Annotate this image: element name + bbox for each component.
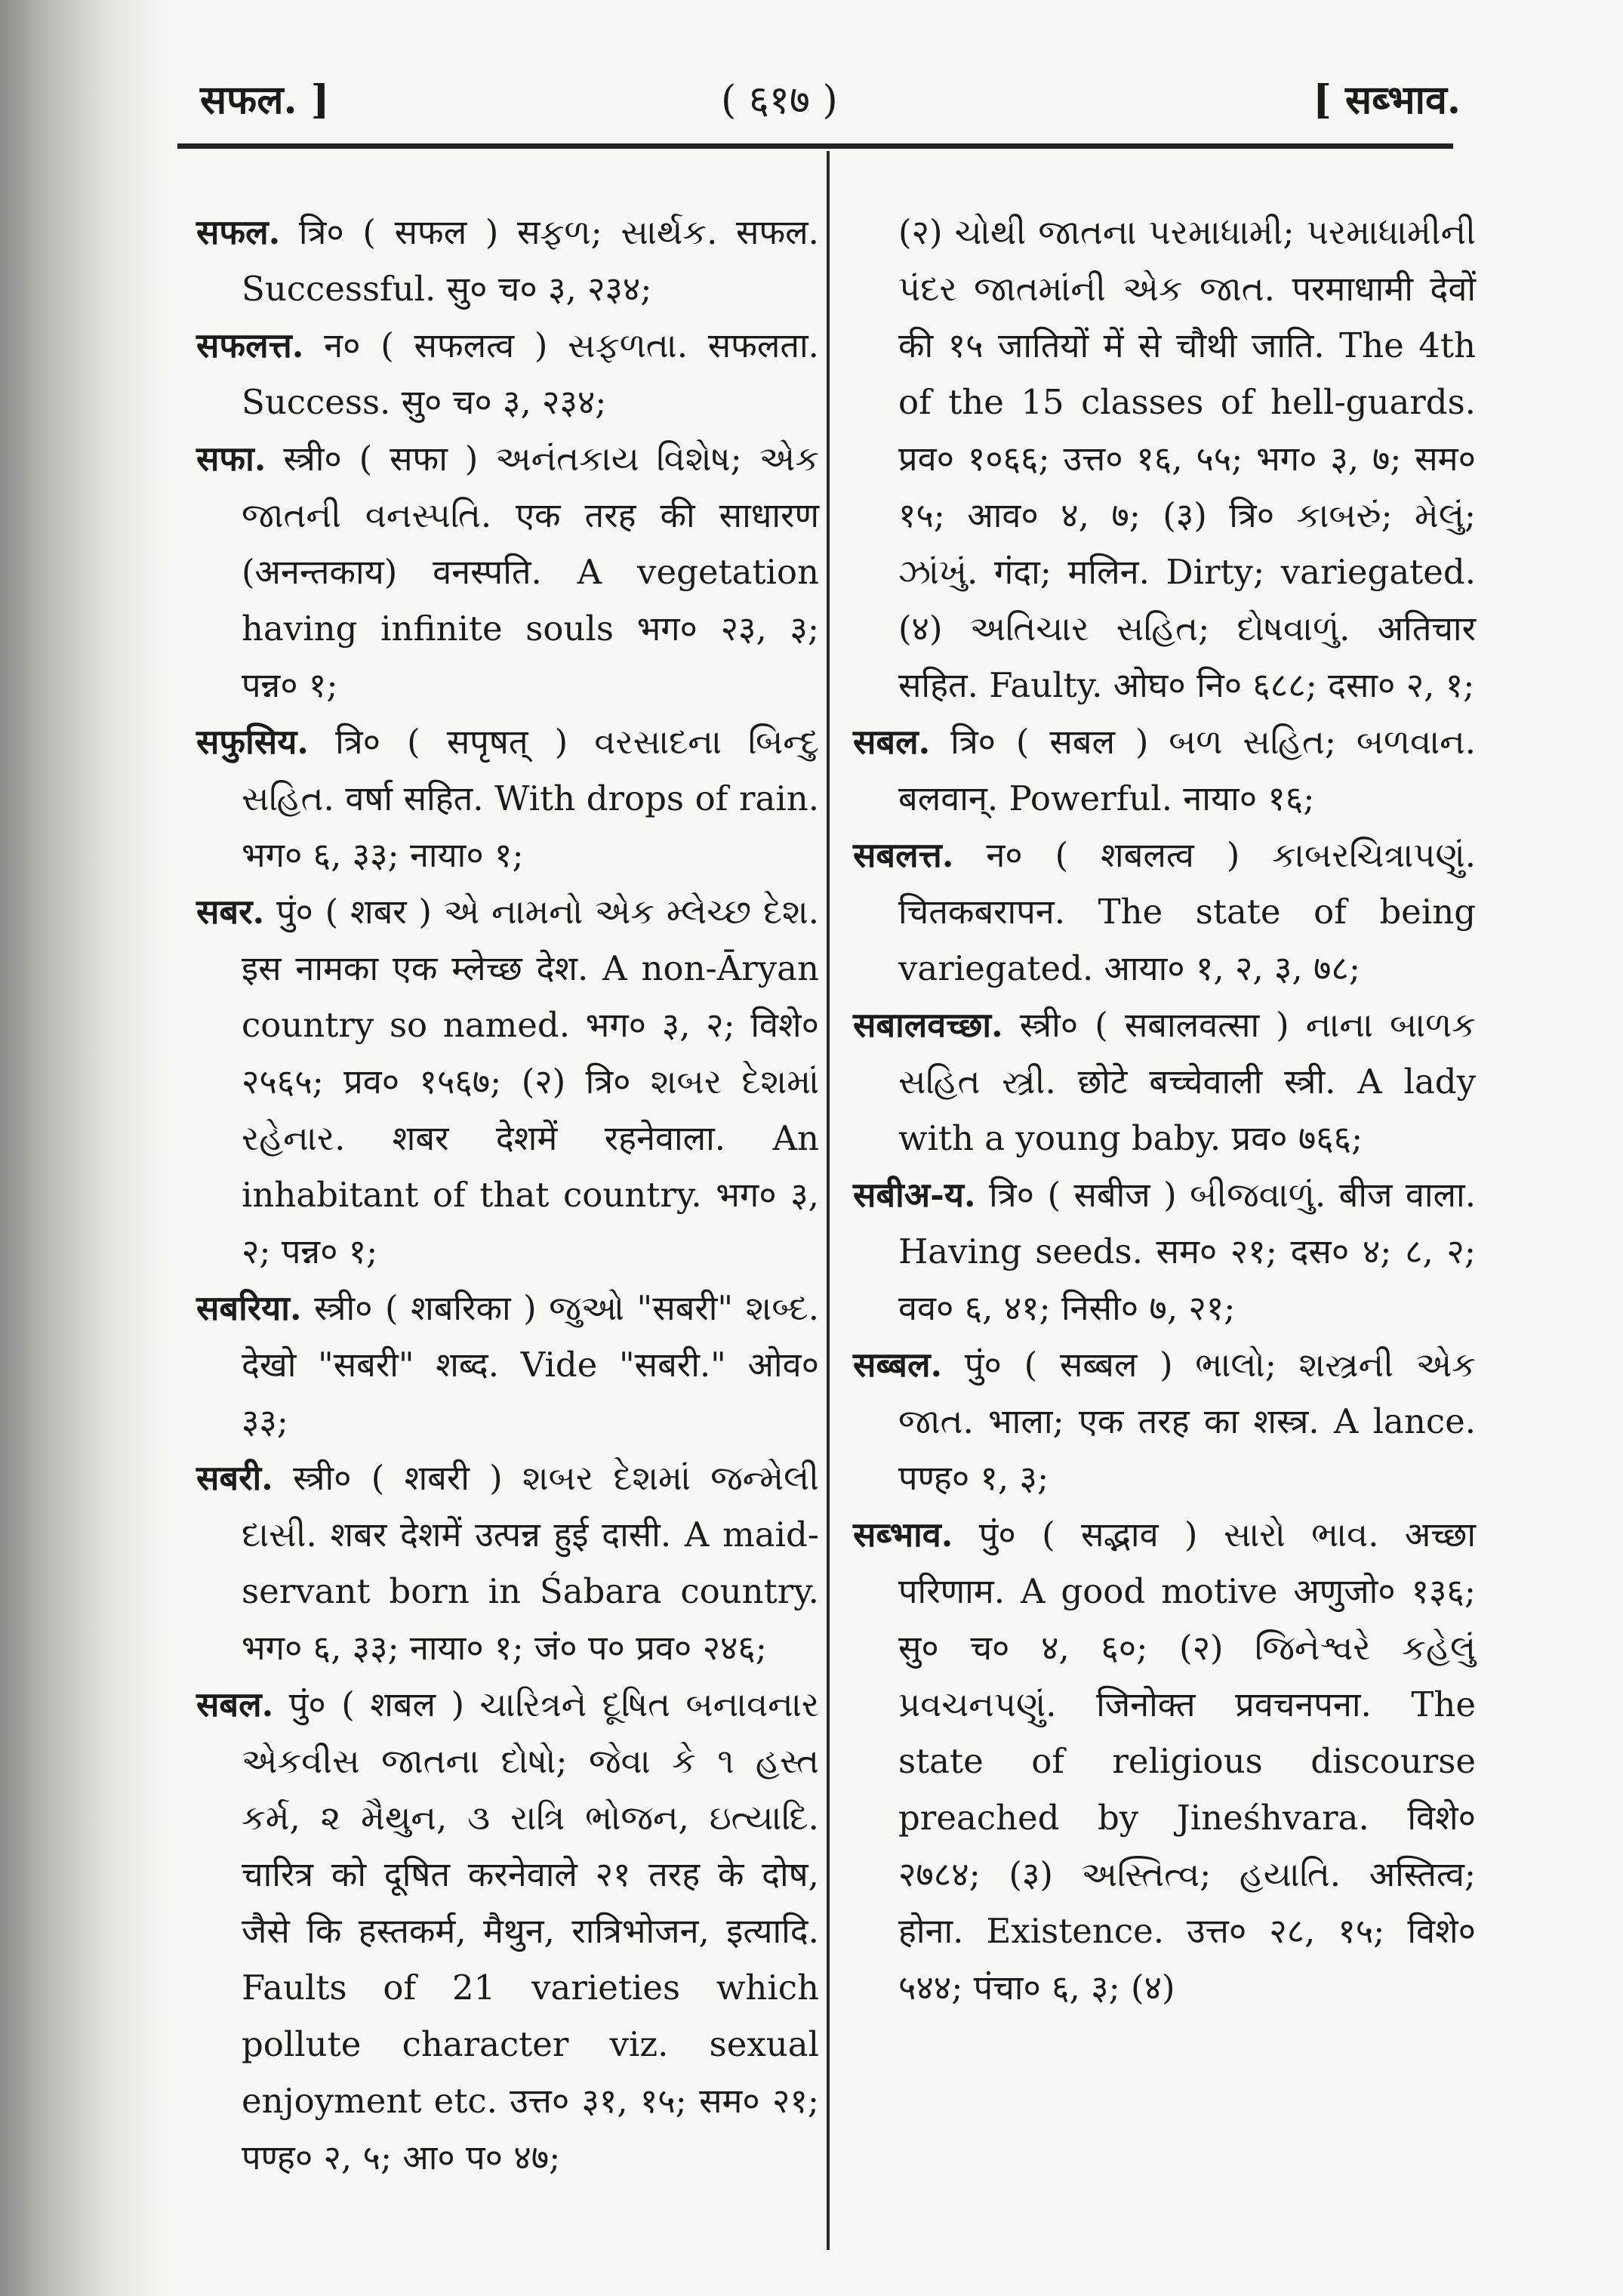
entry-body: पुं० ( सद्भाव ) સારો ભાવ. अच्छा परिणाम. A good motive अणुजो० १३६; सु० च० ४, ६०; (२) જિનેશ્વરે કહેલું પ્રવચનપણું. जिनोक्त प्रवचनपना. The state of religious discourse preached by Jineśhvara. विशे० २७८४; (३) અસ્તિત્વ; હયાતિ. अस्तित्व; होना. Existence. उत्त० २८, १५; विशे० ५४४; पंचा० ६, ३; (४) xyxy=(898,1515,1476,2008)
entry-headword: सबल. xyxy=(196,1684,274,1724)
entry-headword: सफुसिय. xyxy=(196,722,309,762)
header-last-headword: [ सब्भाव. xyxy=(1313,77,1461,123)
entry-body: स्त्री० ( सबालवत्सा ) નાના બાળક સહિત સ્ત્રી. छोटे बच्चेवाली स्त्री. A lady with a young baby. प्रव० ७६६; xyxy=(898,1005,1476,1158)
entry-body: त्रि० ( सफल ) सફળ; સાર્થક. सफल. Successful. सु० च० ३, २३४; xyxy=(242,212,819,309)
entry-headword: सब्बल. xyxy=(853,1345,943,1385)
dictionary-entry xyxy=(196,883,819,1280)
entry-body: न० ( सफलत्व ) સફળતા. सफलता. Success. सु० च० ३, २३४; xyxy=(242,325,819,422)
entry-headword: सफा. xyxy=(196,439,266,479)
dictionary-entry xyxy=(853,827,1476,997)
entry-headword: सबरिया. xyxy=(196,1288,302,1328)
entry-headword: सबरी. xyxy=(196,1458,273,1498)
dictionary-entry xyxy=(853,997,1476,1166)
dictionary-entry xyxy=(196,1450,819,1676)
entry-headword: सबर. xyxy=(196,892,265,932)
dictionary-entry xyxy=(196,204,819,317)
right-column xyxy=(853,204,1476,2016)
dictionary-entry xyxy=(196,1280,819,1450)
entry-headword: सबालवच्छा. xyxy=(853,1005,1003,1045)
entry-body: त्रि० ( सबीज ) બીજવાળું. बीज वाला. Having seeds. सम० २१; दस० ४; ८, २; वव० ६, ४१; निसी० ७, २१; xyxy=(898,1175,1476,1328)
entry-body: पुं० ( शबल ) ચારિત્રને દૂષિત બનાવનાર એકવીસ જાતના દોષો; જેવા કે ૧ હસ્ત કર્મ, ૨ મૈથુન, ૩ રાત્રિ ભોજન, ઇત્યાદિ. चारित्र को दूषित करनेवाले २१ तरह के दोष, जैसे कि हस्तकर्म, मैथुन, रात्रिभोजन, इत्यादि. Faults of 21 varieties which pollute character viz. sexual enjoyment etc. उत्त० ३१, १५; सम० २१; पण्ह० २, ५; आ० प० ४७; xyxy=(242,1684,819,2177)
entry-body: त्रि० ( सपृषत् ) વરસાદના બિન્દુ સહિત. वर्षा सहित. With drops of rain. भग० ६, ३३; नाया० १; xyxy=(242,722,819,875)
dictionary-entry xyxy=(853,1506,1476,2016)
dictionary-entry xyxy=(196,1676,819,2186)
entry-body: पुं० ( शबर ) એ નામનો એક મ્લેચ્છ દેશ. इस नामका एक म्लेच्छ देश. A non-Āryan country so named. भग० ३, २; विशे० २५६५; प्रव० १५६७; (२) त्रि० શબર દેશમાં રહેનાર. शबर देशमें रहनेवाला. An inhabitant of that country. भग० ३, २; पन्न० १; xyxy=(242,892,820,1271)
entry-headword: सफल. xyxy=(196,212,281,252)
dictionary-entry xyxy=(196,713,819,883)
dictionary-entry xyxy=(196,430,819,713)
entry-body: त्रि० ( सबल ) બળ સહિત; બળવાન. बलवान्. Powerful. नाया० १६; xyxy=(898,722,1476,818)
page-number: ( ६१७ ) xyxy=(721,78,838,123)
entry-body: (२) ચોથી જાતના પરમાધામી; પરમાધામીની પંદર જાતમાંની એક જાત. परमाधामी देवों की १५ जातियों में से चौथी जाति. The 4th of the 15 classes of hell-guards. प्रव० १०६६; उत्त० १६, ५५; भग० ३, ७; सम० १५; आव० ४, ७; (३) त्रि० કાબરું; મેલું; ઝાંખું. गंदा; मलिन. Dirty; variegated. (४) અતિચાર સહિત; દોષવાળું. अतिचार सहित. Faulty. ओघ० नि० ६८८; दसा० २, १; xyxy=(898,212,1476,705)
entry-headword: सब्भाव. xyxy=(853,1515,953,1555)
dictionary-entry xyxy=(853,1166,1476,1336)
dictionary-entry xyxy=(853,713,1476,827)
entry-body: स्त्री० ( सफा ) અનંતકાય વિશેષ; એક જાતની વનસ્પતિ. एक तरह की साधारण (अनन्तकाय) वनस्पति. A vegetation having infinite souls भग० २३, ३; पन्न० १; xyxy=(242,439,819,705)
entry-headword: सबलत्त. xyxy=(853,835,954,875)
page-header xyxy=(200,72,1461,140)
header-first-headword: सफल. ] xyxy=(200,77,330,123)
entry-headword: सबल. xyxy=(853,722,931,762)
column-divider xyxy=(827,151,830,2250)
dictionary-entry-continuation xyxy=(853,204,1476,713)
entry-body: स्त्री० ( शबरी ) શબર દેશમાં જન્મેલી દાસી. शबर देशमें उत्पन्न हुई दासी. A maid-servant born in Śabara country. भग० ६, ३३; नाया० १; जं० प० प्रव० २४६; xyxy=(242,1458,819,1668)
entry-headword: सफलत्त. xyxy=(196,325,304,365)
header-rule xyxy=(177,143,1453,149)
entry-body: पुं० ( सब्बल ) ભાલો; શસ્ત્રની એક જાત. भाला; एक तरह का शस्त्र. A lance. पण्ह० १, ३; xyxy=(898,1345,1476,1498)
entry-body: न० ( शबलत्व ) કાબરચિત્રાપણું. चितकबरापन. The state of being variegated. आया० १, २, ३, ७८; xyxy=(898,835,1476,988)
dictionary-entry xyxy=(853,1336,1476,1506)
entry-body: स्त्री० ( शबरिका ) જુઓ "सबरी" શબ્દ. देखो "सबरी" शब्द. Vide "सबरी." ओव० ३३; xyxy=(242,1288,819,1441)
dictionary-entry xyxy=(196,317,819,430)
left-column xyxy=(196,204,819,2186)
entry-headword: सबीअ-य. xyxy=(853,1175,976,1215)
